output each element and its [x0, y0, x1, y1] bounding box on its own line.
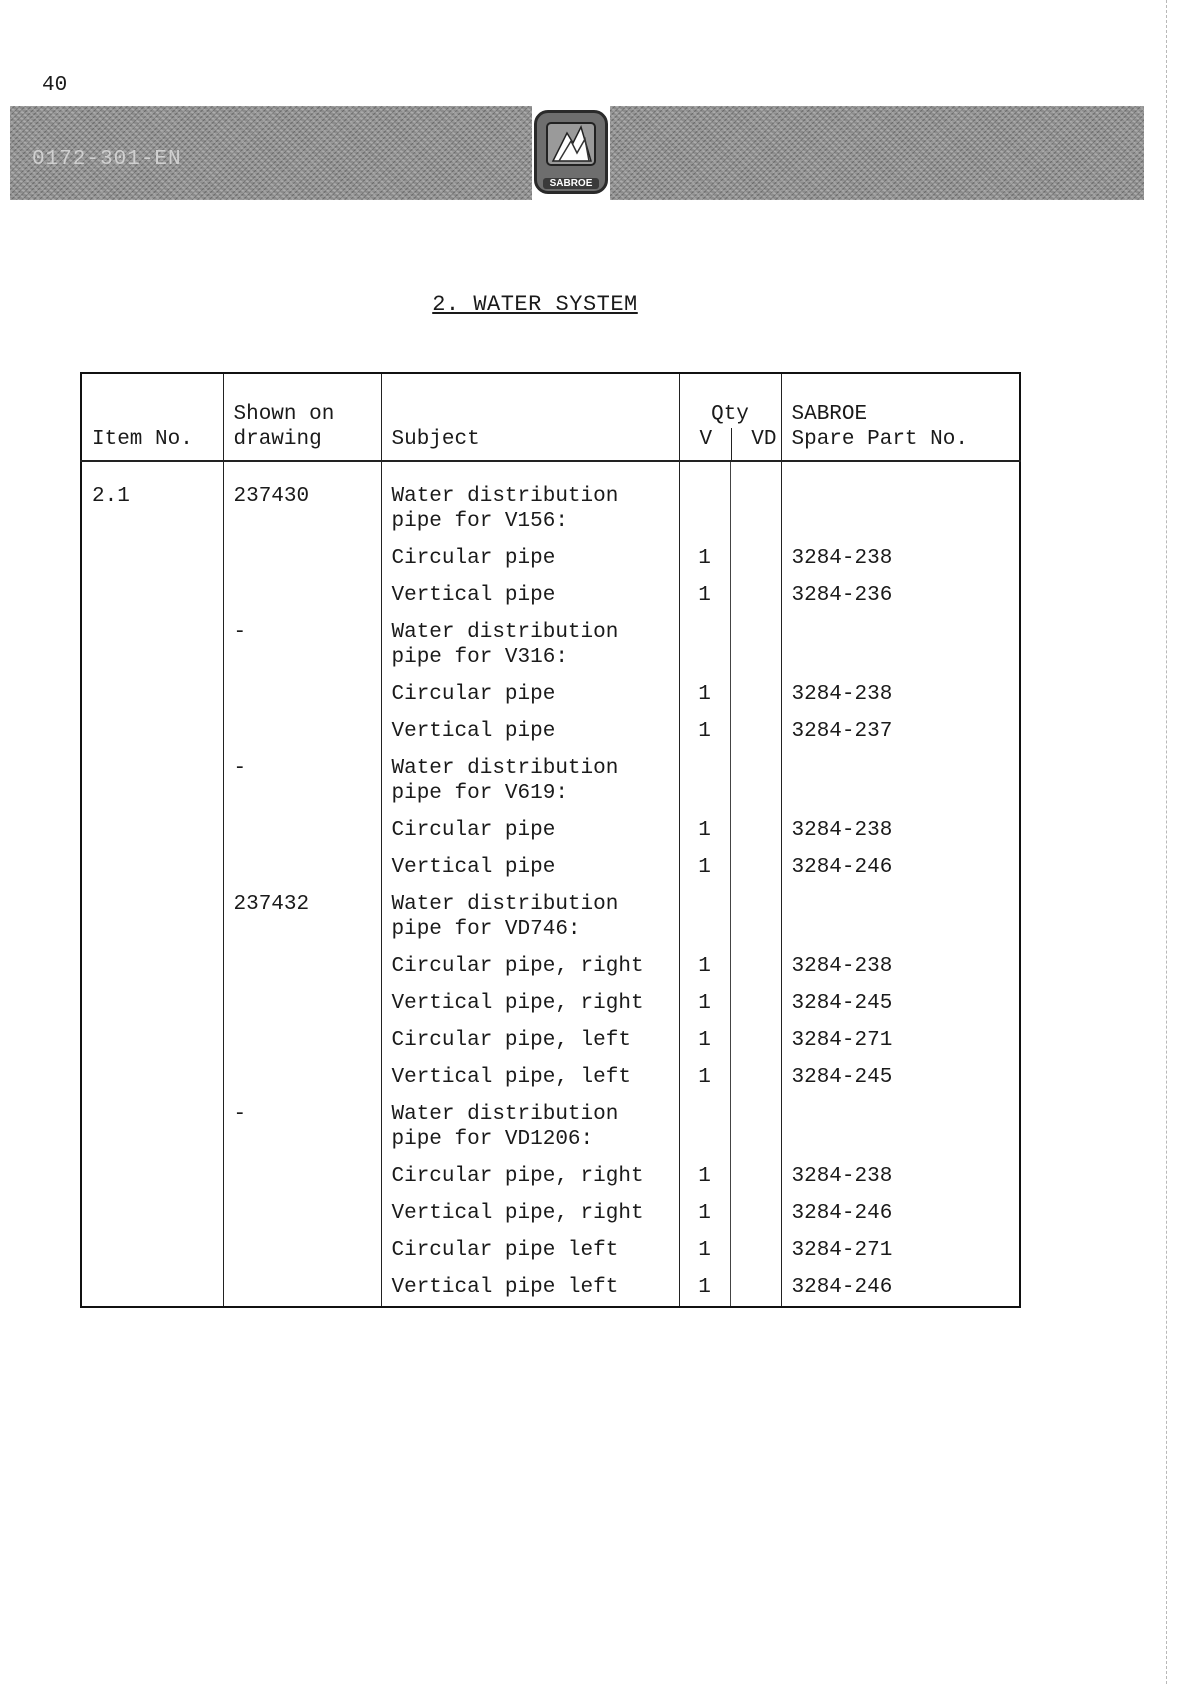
cell-item-no: [81, 1275, 223, 1307]
cell-qty-v: [679, 1102, 730, 1164]
logo-text: SABROE: [543, 178, 599, 189]
cell-drawing: [223, 546, 381, 583]
document-code: 0172-301-EN: [32, 148, 182, 171]
table-row: [81, 818, 1020, 855]
cell-drawing: [223, 1201, 381, 1238]
cell-qty-vd: [730, 1102, 781, 1164]
table-row: [81, 1275, 1020, 1307]
cell-qty-v: 1: [679, 1065, 730, 1102]
spare-parts-table: [80, 372, 1021, 1308]
cell-qty-vd: [730, 682, 781, 719]
cell-subject: Circular pipe: [381, 682, 679, 719]
cell-item-no: [81, 818, 223, 855]
header-item-no: Item No.: [81, 373, 223, 461]
cell-qty-vd: [730, 546, 781, 583]
page-number: 40: [42, 74, 68, 97]
table-row: [81, 546, 1020, 583]
cell-drawing: [223, 682, 381, 719]
header-spare-part-no: SABROE Spare Part No.: [781, 373, 1020, 461]
cell-qty-v: 1: [679, 682, 730, 719]
cell-item-no: [81, 892, 223, 954]
cell-drawing: [223, 818, 381, 855]
header-qty-label: Qty: [711, 403, 749, 426]
section-title: 2. WATER SYSTEM: [432, 292, 638, 317]
cell-subject: Circular pipe, right: [381, 954, 679, 991]
cell-spare-part-no: 3284-237: [781, 719, 1020, 756]
cell-item-no: [81, 991, 223, 1028]
cell-item-no: [81, 1164, 223, 1201]
cell-spare-part-no: [781, 756, 1020, 818]
table-row: [81, 583, 1020, 620]
cell-qty-vd: [730, 1065, 781, 1102]
sabroe-logo: [534, 110, 608, 194]
cell-item-no: [81, 855, 223, 892]
cell-subject: Water distribution pipe for V156:: [381, 461, 679, 546]
cell-qty-v: 1: [679, 1201, 730, 1238]
cell-qty-vd: [730, 583, 781, 620]
cell-drawing: [223, 1238, 381, 1275]
cell-qty-v: [679, 461, 730, 546]
group-heading-row: [81, 461, 1020, 546]
cell-qty-vd: [730, 991, 781, 1028]
cell-spare-part-no: [781, 620, 1020, 682]
cell-drawing: -: [223, 1102, 381, 1164]
table-row: [81, 1238, 1020, 1275]
cell-qty-vd: [730, 1164, 781, 1201]
table-row: [81, 991, 1020, 1028]
cell-drawing: [223, 719, 381, 756]
cell-qty-vd: [730, 1275, 781, 1307]
cell-subject: Vertical pipe: [381, 855, 679, 892]
cell-spare-part-no: 3284-245: [781, 1065, 1020, 1102]
cell-item-no: [81, 1102, 223, 1164]
cell-spare-part-no: 3284-271: [781, 1028, 1020, 1065]
header-qty-vd: VD: [751, 428, 777, 451]
table-row: [81, 855, 1020, 892]
cell-spare-part-no: 3284-271: [781, 1238, 1020, 1275]
table-row: [81, 1164, 1020, 1201]
page-edge-divider: [1166, 0, 1168, 1684]
table-row: [81, 1028, 1020, 1065]
cell-subject: Vertical pipe left: [381, 1275, 679, 1307]
cell-qty-v: [679, 892, 730, 954]
header-banner-right: [610, 106, 1144, 200]
group-heading-row: [81, 756, 1020, 818]
cell-qty-vd: [730, 1238, 781, 1275]
cell-drawing: [223, 583, 381, 620]
cell-drawing: [223, 1275, 381, 1307]
cell-drawing: [223, 1065, 381, 1102]
cell-item-no: [81, 1201, 223, 1238]
cell-qty-v: 1: [679, 818, 730, 855]
cell-spare-part-no: 3284-245: [781, 991, 1020, 1028]
cell-spare-part-no: [781, 1102, 1020, 1164]
cell-subject: Circular pipe, left: [381, 1028, 679, 1065]
cell-qty-v: 1: [679, 1028, 730, 1065]
cell-item-no: [81, 546, 223, 583]
cell-qty-vd: [730, 855, 781, 892]
cell-qty-vd: [730, 719, 781, 756]
cell-qty-vd: [730, 818, 781, 855]
header-shown-on-drawing: Shown on drawing: [223, 373, 381, 461]
cell-spare-part-no: 3284-236: [781, 583, 1020, 620]
cell-subject: Circular pipe left: [381, 1238, 679, 1275]
cell-qty-vd: [730, 954, 781, 991]
cell-subject: Vertical pipe, left: [381, 1065, 679, 1102]
cell-drawing: [223, 855, 381, 892]
table-row: [81, 954, 1020, 991]
qty-divider: [731, 428, 732, 460]
cell-spare-part-no: 3284-238: [781, 1164, 1020, 1201]
cell-item-no: [81, 719, 223, 756]
cell-drawing: -: [223, 756, 381, 818]
cell-item-no: [81, 583, 223, 620]
cell-qty-vd: [730, 1028, 781, 1065]
group-heading-row: [81, 892, 1020, 954]
cell-drawing: [223, 954, 381, 991]
sabroe-logo-icon: [537, 113, 605, 175]
cell-qty-vd: [730, 756, 781, 818]
cell-spare-part-no: 3284-238: [781, 818, 1020, 855]
group-heading-row: [81, 1102, 1020, 1164]
cell-qty-vd: [730, 892, 781, 954]
cell-subject: Water distribution pipe for V316:: [381, 620, 679, 682]
cell-subject: Vertical pipe, right: [381, 991, 679, 1028]
cell-item-no: [81, 756, 223, 818]
cell-qty-v: [679, 620, 730, 682]
cell-qty-vd: [730, 461, 781, 546]
cell-subject: Water distribution pipe for V619:: [381, 756, 679, 818]
cell-qty-v: 1: [679, 1275, 730, 1307]
cell-spare-part-no: 3284-238: [781, 954, 1020, 991]
cell-drawing: [223, 991, 381, 1028]
cell-item-no: [81, 954, 223, 991]
cell-subject: Circular pipe, right: [381, 1164, 679, 1201]
cell-drawing: [223, 1028, 381, 1065]
cell-subject: Vertical pipe: [381, 719, 679, 756]
table-row: [81, 1065, 1020, 1102]
table-header-row: [81, 373, 1020, 461]
cell-item-no: [81, 1028, 223, 1065]
cell-spare-part-no: 3284-246: [781, 1201, 1020, 1238]
cell-drawing: [223, 1164, 381, 1201]
cell-spare-part-no: [781, 461, 1020, 546]
cell-item-no: [81, 1065, 223, 1102]
cell-spare-part-no: 3284-246: [781, 855, 1020, 892]
cell-qty-v: 1: [679, 991, 730, 1028]
cell-qty-vd: [730, 1201, 781, 1238]
cell-qty-v: 1: [679, 546, 730, 583]
table-row: [81, 682, 1020, 719]
cell-spare-part-no: 3284-238: [781, 546, 1020, 583]
cell-qty-v: 1: [679, 1164, 730, 1201]
cell-subject: Vertical pipe: [381, 583, 679, 620]
header-banner-left: [10, 106, 532, 200]
cell-item-no: [81, 1238, 223, 1275]
cell-subject: Circular pipe: [381, 546, 679, 583]
cell-drawing: 237432: [223, 892, 381, 954]
cell-spare-part-no: 3284-246: [781, 1275, 1020, 1307]
header-qty: [679, 373, 781, 461]
cell-qty-v: 1: [679, 719, 730, 756]
cell-spare-part-no: [781, 892, 1020, 954]
cell-subject: Water distribution pipe for VD1206:: [381, 1102, 679, 1164]
cell-drawing: -: [223, 620, 381, 682]
cell-item-no: [81, 682, 223, 719]
cell-drawing: 237430: [223, 461, 381, 546]
header-qty-v: V: [699, 428, 713, 451]
cell-item-no: 2.1: [81, 461, 223, 546]
cell-subject: Water distribution pipe for VD746:: [381, 892, 679, 954]
cell-subject: Vertical pipe, right: [381, 1201, 679, 1238]
cell-qty-v: 1: [679, 855, 730, 892]
cell-qty-v: 1: [679, 583, 730, 620]
cell-subject: Circular pipe: [381, 818, 679, 855]
cell-spare-part-no: 3284-238: [781, 682, 1020, 719]
cell-qty-v: 1: [679, 1238, 730, 1275]
header-subject: Subject: [381, 373, 679, 461]
cell-qty-vd: [730, 620, 781, 682]
table-row: [81, 719, 1020, 756]
table-row: [81, 1201, 1020, 1238]
cell-qty-v: [679, 756, 730, 818]
cell-qty-v: 1: [679, 954, 730, 991]
cell-item-no: [81, 620, 223, 682]
group-heading-row: [81, 620, 1020, 682]
